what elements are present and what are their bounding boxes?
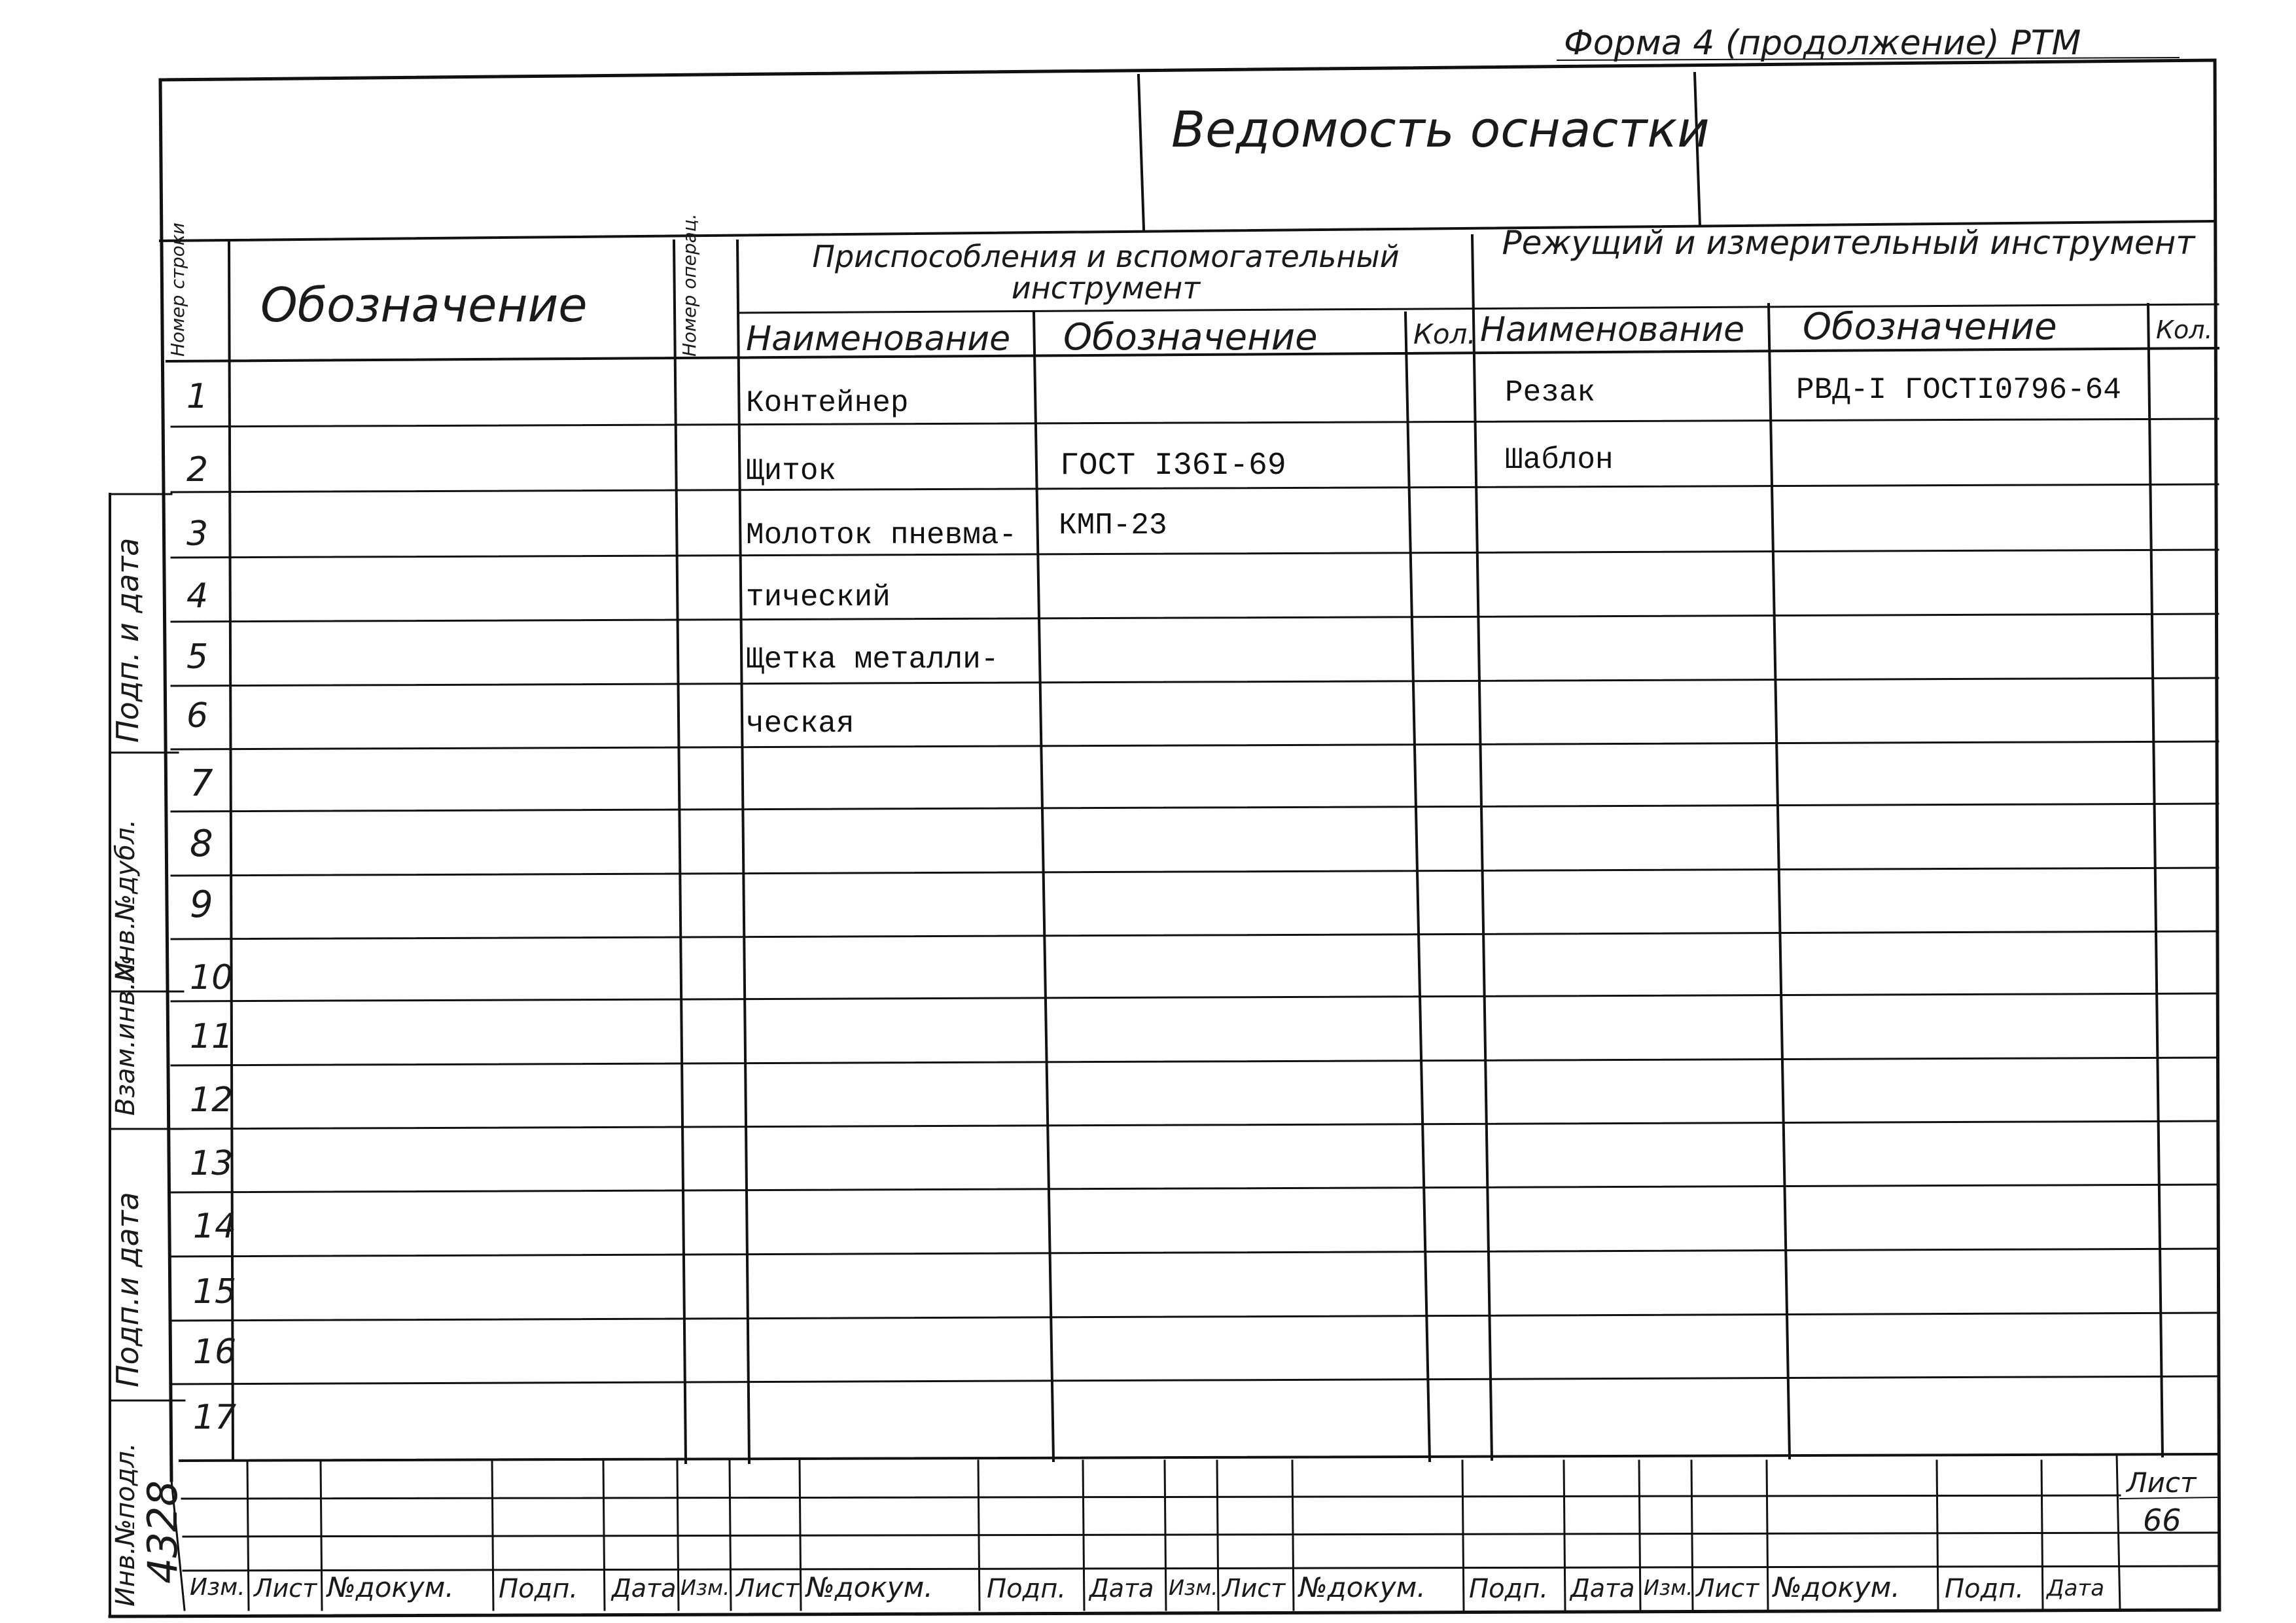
side-label-sign-date-lower: Подп.и дата xyxy=(110,1192,145,1387)
stamp-label: Дата xyxy=(1570,1574,1635,1603)
cutting-name: Шаблон xyxy=(1505,443,1614,477)
side-label-inv-orig: Инв.№подл. xyxy=(111,1442,141,1607)
header-designation: Обозначение xyxy=(260,277,588,332)
header-fixtures-designation: Обозначение xyxy=(1063,316,1318,359)
sheet-number: 66 xyxy=(2143,1503,2181,1538)
row-number: 3 xyxy=(186,514,209,554)
fixture-name: Щиток xyxy=(746,454,837,488)
row-number: 10 xyxy=(190,958,234,997)
fixture-designation: КМП-23 xyxy=(1059,508,1167,543)
fixture-name: Контейнер xyxy=(746,386,909,420)
fixture-name: Молоток пневма- xyxy=(746,518,1017,552)
row-number: 2 xyxy=(186,450,209,490)
row-number: 8 xyxy=(190,823,213,865)
row-number: 7 xyxy=(190,762,213,805)
stamp-label: Лист xyxy=(1222,1574,1286,1603)
stamp-label: Подп. xyxy=(1469,1574,1549,1604)
stamp-label: №докум. xyxy=(1773,1571,1900,1603)
row-number: 9 xyxy=(190,883,213,926)
fixture-name: Щетка металли- xyxy=(746,643,999,677)
row-number: 14 xyxy=(193,1207,237,1246)
stamp-label: №докум. xyxy=(327,1571,454,1603)
stamp-label: Дата xyxy=(1089,1574,1154,1603)
sheet-label: Лист xyxy=(2127,1467,2197,1499)
stamp-label: Подп. xyxy=(499,1574,578,1604)
stamp-label: Изм. xyxy=(680,1575,730,1600)
side-label-replace-inv: Взам.инв.№ xyxy=(111,954,141,1116)
fixture-designation: ГОСТ I36I-69 xyxy=(1060,448,1286,484)
inventory-number: 4328 xyxy=(139,1480,186,1584)
fixture-name: тический xyxy=(746,580,891,615)
header-row-number: Номер строки xyxy=(167,223,188,357)
header-group-cutting: Режущий и измерительный инструмент xyxy=(1502,224,2195,262)
row-number: 4 xyxy=(186,577,209,616)
stamp-label: Подп. xyxy=(1945,1574,2024,1604)
stamp-label: Лист xyxy=(254,1574,317,1603)
stamp-label: Дата xyxy=(2047,1575,2105,1601)
row-number: 17 xyxy=(193,1398,237,1437)
header-group-fixtures: Приспособления и вспомогательный инструмент xyxy=(812,239,1400,306)
cutting-designation: РВД-I ГОСТI0796-64 xyxy=(1796,373,2121,407)
row-number: 11 xyxy=(190,1017,234,1056)
row-number: 12 xyxy=(190,1080,234,1120)
stamp-label: Изм. xyxy=(1169,1575,1218,1600)
header-fixtures-qty: Кол. xyxy=(1413,318,1476,350)
header-cutting-name: Наименование xyxy=(1480,310,1745,349)
stamp-label: Дата xyxy=(612,1574,677,1603)
header-fixtures-name: Наименование xyxy=(746,319,1011,359)
cutting-name: Резак xyxy=(1505,376,1596,410)
stamp-label: Изм. xyxy=(1644,1575,1693,1600)
stamp-label: Лист xyxy=(1696,1574,1759,1603)
fixture-name: ческая xyxy=(746,707,855,741)
form-title: Ведомость оснастки xyxy=(1171,100,1710,158)
row-number: 13 xyxy=(190,1144,234,1183)
stamp-label: Изм. xyxy=(190,1574,245,1601)
row-number: 5 xyxy=(186,637,209,677)
side-label-inv-dup: Инв.№дубл. xyxy=(111,819,141,982)
side-label-sign-date-upper: Подп. и дата xyxy=(110,537,145,743)
row-number: 15 xyxy=(193,1272,237,1311)
row-number: 16 xyxy=(193,1332,237,1372)
stamp-label: №докум. xyxy=(806,1571,933,1603)
stamp-label: №докум. xyxy=(1299,1571,1426,1603)
header-operation-number: Номер операц. xyxy=(679,213,700,357)
row-number: 1 xyxy=(186,377,209,416)
stamp-label: Подп. xyxy=(987,1574,1067,1604)
row-number: 6 xyxy=(186,696,209,736)
form-caption: Форма 4 (продолжение) РТМ xyxy=(1564,24,2081,63)
header-cutting-qty: Кол. xyxy=(2156,315,2213,344)
header-cutting-designation: Обозначение xyxy=(1803,306,2057,348)
stamp-label: Лист xyxy=(736,1574,800,1603)
